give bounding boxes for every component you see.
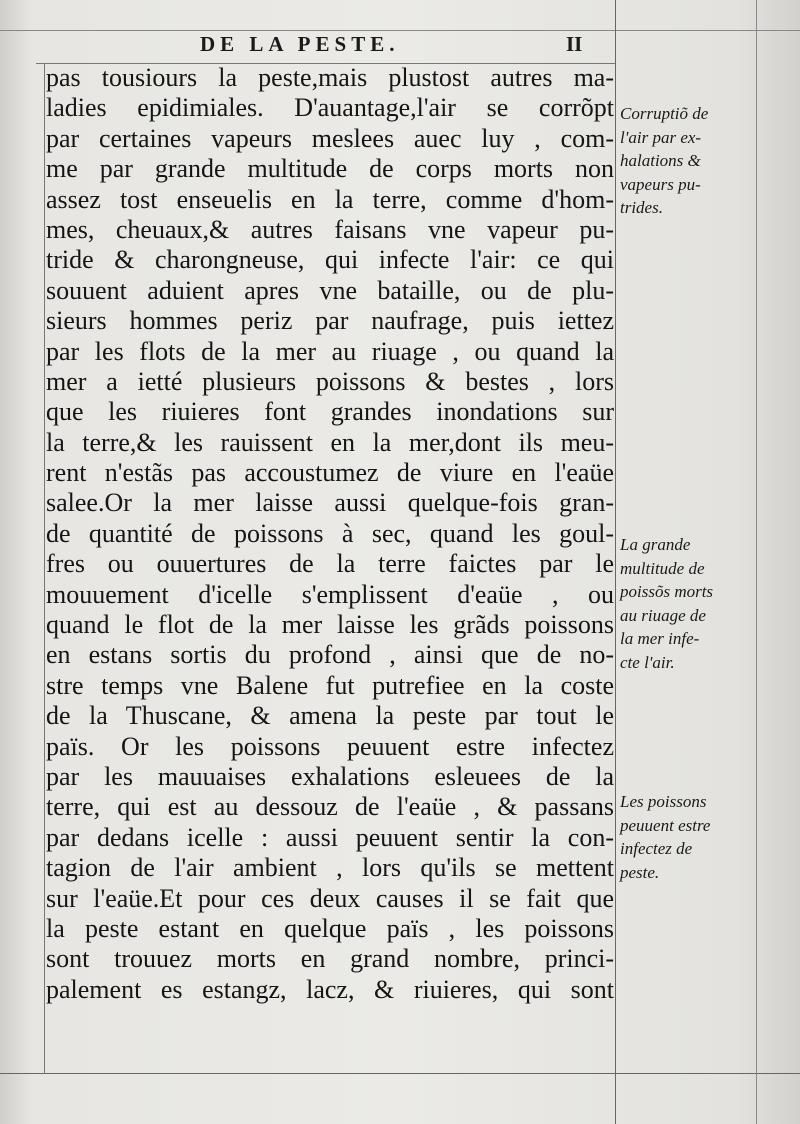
margin-note-line: la mer infe-	[620, 629, 700, 648]
text-line: par les mauuaises exhalations esleuees de la	[46, 761, 614, 791]
margin-note-rule	[615, 0, 616, 1124]
main-text-column	[46, 63, 614, 1005]
text-line: de la Thuscane, & amena la peste par tout le	[46, 701, 614, 731]
text-line: par dedans icelle : aussi peuuent sentir la con-	[46, 822, 614, 852]
margin-note-line: au riuage de	[620, 605, 706, 625]
margin-note-line: Corruptiõ de	[620, 104, 709, 123]
margin-note-line: peuuent estre	[620, 815, 711, 835]
margin-note-line: peste.	[620, 862, 660, 882]
margin-note-line: La grande	[620, 535, 691, 554]
text-line: stre temps vne Balene fut putrefiee en la coste	[46, 670, 614, 700]
text-line: souuent aduient apres vne bataille, ou de plu-	[46, 275, 614, 305]
text-line: en estans sortis du profond , ainsi que de no-	[46, 640, 614, 670]
text-line: que les riuieres font grandes inondations sur	[46, 397, 614, 427]
text-line: la terre,& les rauissent en la mer,dont ils meu-	[46, 427, 614, 457]
left-margin-rule	[44, 64, 45, 1074]
text-line: mes, cheuaux,& autres faisans vne vapeur pu-	[46, 214, 614, 244]
text-line: salee.Or la mer laisse aussi quelque-fois gran-	[46, 488, 614, 518]
text-line: par les flots de la mer au riuage , ou quand la	[46, 336, 614, 366]
text-line: rent n'estãs pas accoustumez de viure en l'eaüe	[46, 458, 614, 488]
text-line: sur l'eaüe.Et pour ces deux causes il se fait que	[46, 883, 614, 913]
text-line: me par grande multitude de corps morts non	[46, 154, 614, 184]
margin-note-line: Les poissons	[620, 792, 707, 811]
text-line: mouuement d'icelle s'emplissent d'eaüe , ou	[46, 579, 614, 609]
text-line: fres ou ouuertures de la terre faictes par le	[46, 549, 614, 579]
margin-note-line: vapeurs pu-	[620, 174, 701, 194]
text-line: la peste estant en quelque païs , les poissons	[46, 913, 614, 943]
margin-note-line: infectez de	[620, 839, 693, 858]
text-line: mer a ietté plusieurs poissons & bestes , lors	[46, 366, 614, 396]
text-line: sont trouuez morts en grand nombre, princi-	[46, 944, 614, 974]
text-line: tagion de l'air ambient , lors qu'ils se mettent	[46, 853, 614, 883]
margin-note-line: multitude de	[620, 558, 705, 578]
margin-note-corruption	[620, 102, 760, 220]
running-head: DE LA PESTE.	[200, 32, 400, 56]
text-line: de quantité de poissons à sec, quand les goul-	[46, 518, 614, 548]
margin-note-line: halations &	[620, 151, 701, 170]
text-line: palement es estangz, lacz, & riuieres, qui sont	[46, 974, 614, 1004]
text-line: quand le flot de la mer laisse les grãds poissons	[46, 610, 614, 640]
text-line: terre, qui est au dessouz de l'eaüe , & passans	[46, 792, 614, 822]
top-rule	[0, 30, 800, 31]
page-number: II	[566, 32, 583, 56]
bottom-rule	[0, 1073, 800, 1074]
text-line: tride & charongneuse, qui infecte l'air: ce qui	[46, 245, 614, 275]
text-line: assez tost enseuelis en la terre, comme d'hom-	[46, 184, 614, 214]
text-line: par certaines vapeurs meslees auec luy , com-	[46, 123, 614, 153]
margin-note-line: trides.	[620, 198, 663, 217]
text-line: pas tousiours la peste,mais plustost autres ma-	[46, 63, 614, 92]
margin-note-fish-multitude	[620, 533, 760, 674]
margin-note-infected-fish	[620, 790, 760, 884]
margin-note-line: cte l'air.	[620, 652, 675, 672]
text-line: ladies epidimiales. D'auantage,l'air se corrõpt	[46, 93, 614, 123]
margin-note-line: poissõs morts	[620, 582, 714, 601]
text-line: sieurs hommes periz par naufrage, puis iettez	[46, 306, 614, 336]
margin-note-line: l'air par ex-	[620, 127, 702, 147]
text-line: païs. Or les poissons peuuent estre infectez	[46, 731, 614, 761]
